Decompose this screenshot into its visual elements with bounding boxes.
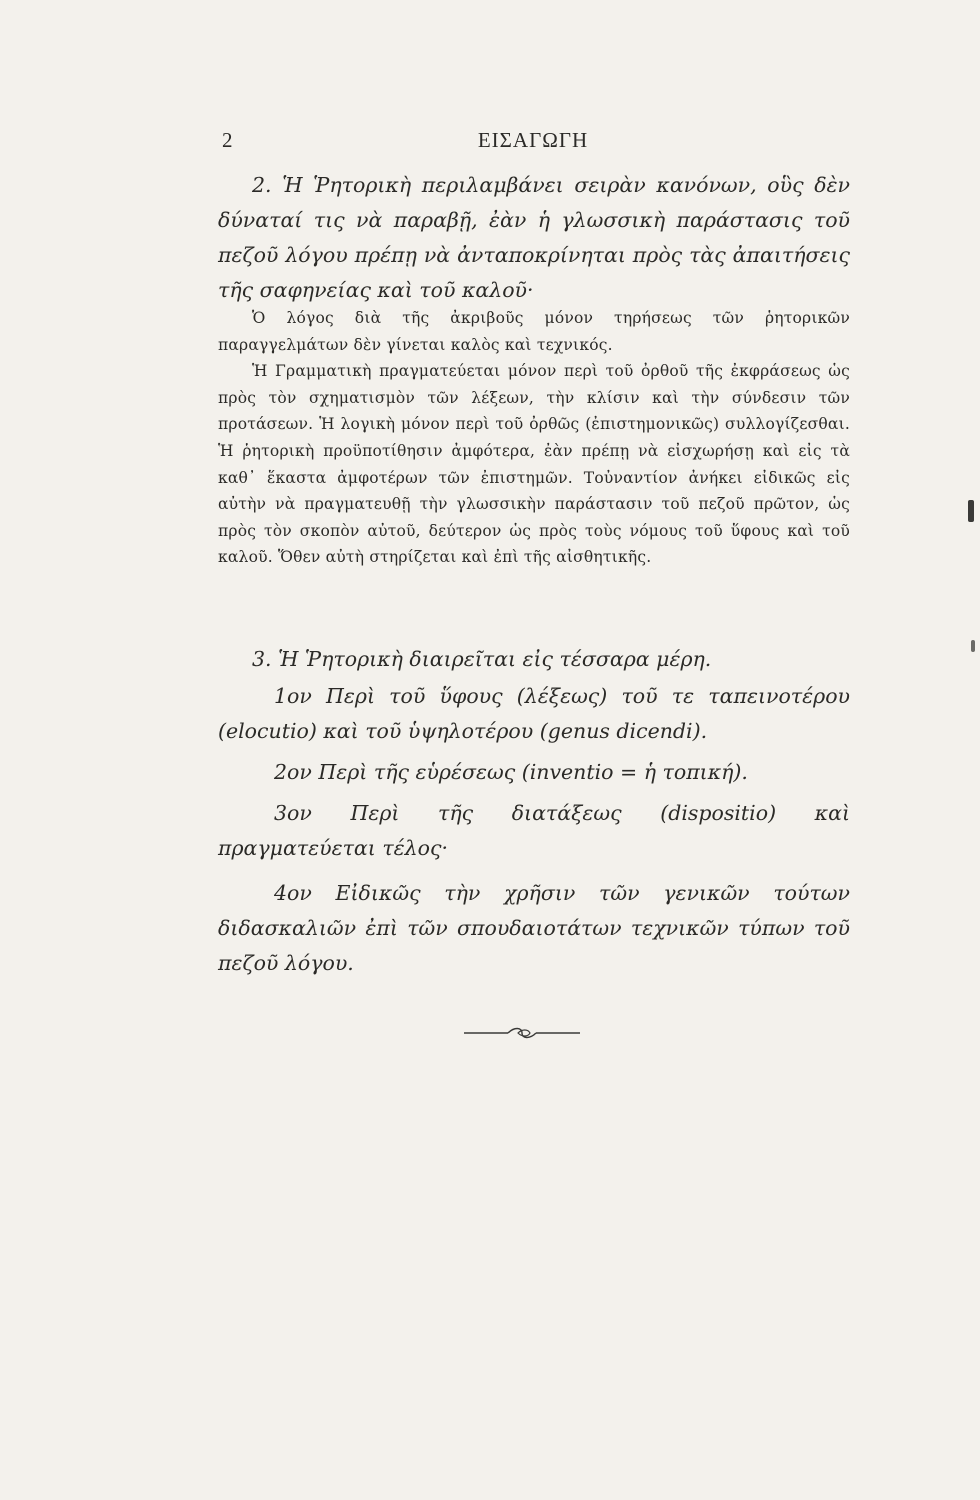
running-header <box>218 128 848 158</box>
section-3 <box>218 642 850 981</box>
printed-note-2: Ἡ Γραμματικὴ πραγματεύεται μόνον περὶ τοῦ ὀρθοῦ τῆς ἐκφράσεως ὡς πρὸς τὸν σχηματισμὸν τῶν λέξεων, τὴν κλίσιν καὶ τὴν σύνδεσιν τῶν προτάσεων. Ἡ λογικὴ μόνον περὶ τοῦ ὀρθῶς (ἐπιστημονικῶς) συλλογίζεσθαι. Ἡ ῥητορικὴ προϋποτίθησιν ἀμφότερα, ἐὰν πρέπῃ νὰ εἰσχωρήσῃ καὶ εἰς τὰ καθ᾽ ἕκαστα ἀμφοτέρων τῶν ἐπιστημῶν. Τοὐναντίον ἀνήκει εἰδικῶς εἰς αὐτὴν νὰ πραγματευθῇ τὴν γλωσσικὴν παράστασιν τοῦ πεζοῦ πρῶτον, ὡς πρὸς τὸν σκοπὸν αὐτοῦ, δεύτερον ὡς πρὸς τοὺς νόμους τοῦ ὕφους καὶ τοῦ καλοῦ. Ὅθεν αὐτὴ στηρίζεται καὶ ἐπὶ τῆς αἰσθητικῆς. <box>218 362 850 567</box>
decorative-ornament-icon <box>462 1025 582 1041</box>
page-number: 2 <box>222 128 234 152</box>
section-3-item-1: 1ον Περὶ τοῦ ὕφους (λέξεως) τοῦ τε ταπεινοτέρου (elocutio) καὶ τοῦ ὑψηλοτέρου (genus dicendi). <box>218 684 850 743</box>
section-3-item-4: 4ον Εἰδικῶς τὴν χρῆσιν τῶν γενικῶν τούτων διδασκαλιῶν ἐπὶ τῶν σπουδαιοτάτων τεχνικῶν τύπων τοῦ πεζοῦ λόγου. <box>218 881 850 975</box>
section-3-intro: 3. Ἡ Ῥητορικὴ διαιρεῖται εἰς τέσσαρα μέρη. <box>252 647 712 671</box>
section-3-item-3: 3ον Περὶ τῆς διατάξεως (dispositio) καὶ πραγματεύεται τέλος· <box>218 801 850 860</box>
printed-note-1: Ὁ λόγος διὰ τῆς ἀκριβοῦς μόνον τηρήσεως τῶν ῥητορικῶν παραγγελμάτων δὲν γίνεται καλὸς καὶ τεχνικός. <box>218 309 850 354</box>
section-2-printed-notes <box>218 305 850 571</box>
section-2-intro: 2. Ἡ Ῥητορικὴ περιλαμβάνει σειρὰν κανόνων, οὓς δὲν δύναταί τις νὰ παραβῇ, ἐὰν ἡ γλωσσικὴ παράστασις τοῦ πεζοῦ λόγου πρέπῃ νὰ ἀνταποκρίνηται πρὸς τὰς ἀπαιτήσεις τῆς σαφηνείας καὶ τοῦ καλοῦ· <box>218 173 850 302</box>
page-title: ΕΙΣΑΓΩΓΗ <box>477 128 589 152</box>
section-2 <box>218 168 850 308</box>
page-edge-mark-small <box>971 640 975 652</box>
section-3-item-2: 2ον Περὶ τῆς εὑρέσεως (inventio = ἡ τοπική). <box>274 760 748 784</box>
page-edge-mark <box>968 500 974 522</box>
